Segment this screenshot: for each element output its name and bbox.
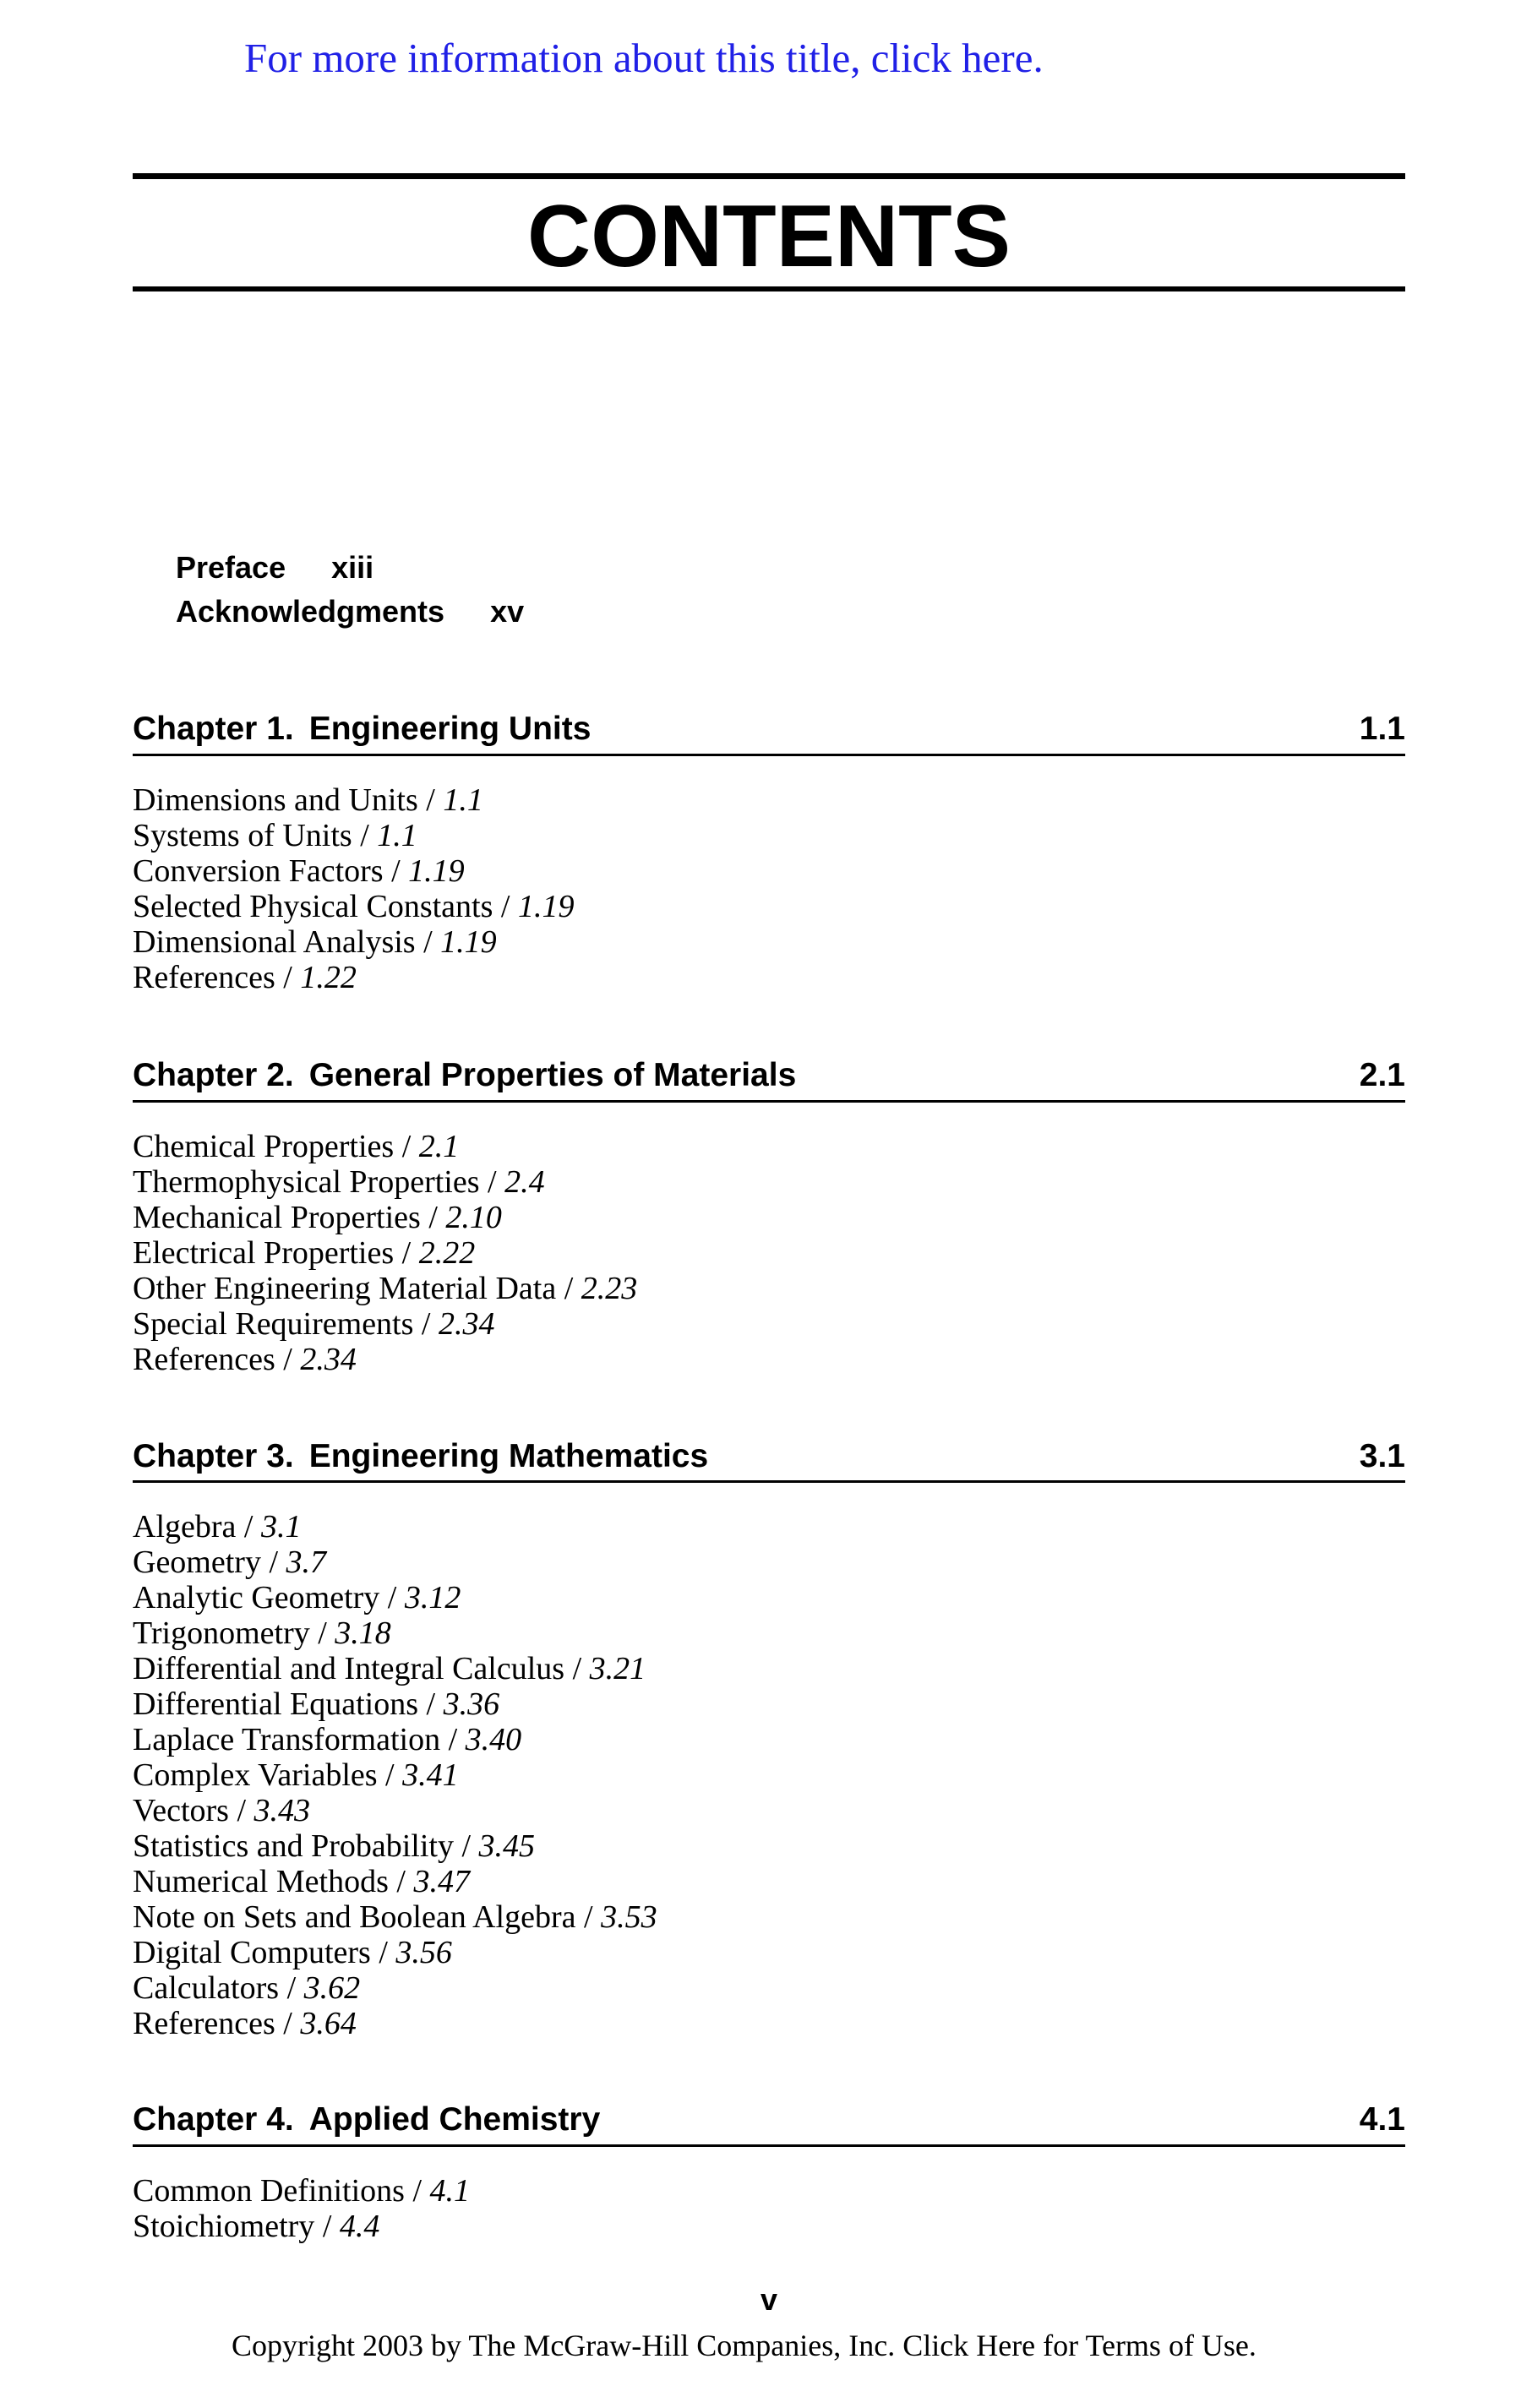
copyright-footer — [232, 2330, 1257, 2361]
entry-page: 1.19 — [408, 853, 465, 889]
entry-title: References — [133, 1342, 275, 1377]
toc-entry[interactable]: Algebra / 3.1 — [133, 1509, 302, 1544]
chapter-2-rule — [133, 1100, 1405, 1103]
chapter-title: Engineering Mathematics — [308, 1438, 709, 1474]
toc-entry[interactable]: Dimensional Analysis / 1.19 — [133, 924, 497, 960]
toc-entry[interactable]: Differential and Integral Calculus / 3.21 — [133, 1651, 646, 1686]
toc-entry[interactable]: Chemical Properties / 2.1 — [133, 1129, 460, 1164]
entry-page: 2.34 — [300, 1342, 357, 1377]
entry-title: Conversion Factors — [133, 853, 384, 889]
toc-entry[interactable]: Calculators / 3.62 — [133, 1970, 361, 2006]
copyright-text: Copyright 2003 by The McGraw-Hill Companies, Inc. — [232, 2329, 896, 2362]
entry-title: Common Definitions — [133, 2173, 405, 2209]
entry-page: 3.21 — [589, 1651, 646, 1686]
toc-entry[interactable]: Complex Variables / 3.41 — [133, 1757, 459, 1793]
chapter-1-heading[interactable] — [133, 712, 1405, 745]
entry-page: 3.18 — [335, 1615, 391, 1651]
entry-page: 3.36 — [443, 1686, 500, 1722]
toc-entry[interactable]: Dimensions and Units / 1.1 — [133, 782, 483, 818]
chapter-2-heading[interactable] — [133, 1059, 1405, 1092]
chapter-number: Chapter 1. — [133, 711, 294, 747]
toc-entry[interactable]: References / 2.34 — [133, 1342, 357, 1377]
toc-entry[interactable]: Mechanical Properties / 2.10 — [133, 1200, 502, 1235]
front-matter-page: xiii — [331, 550, 374, 585]
chapter-3-heading[interactable] — [133, 1440, 1405, 1473]
entry-title: Mechanical Properties — [133, 1200, 421, 1235]
front-matter-page: xv — [490, 594, 525, 629]
chapter-page: 4.1 — [1359, 2101, 1405, 2138]
chapter-2-sections — [133, 1129, 637, 1377]
toc-entry[interactable]: Trigonometry / 3.18 — [133, 1615, 391, 1651]
entry-title: Algebra — [133, 1509, 237, 1544]
entry-title: Other Engineering Material Data — [133, 1271, 557, 1306]
entry-page: 1.19 — [440, 924, 497, 960]
entry-title: Selected Physical Constants — [133, 889, 493, 924]
toc-entry[interactable]: Geometry / 3.7 — [133, 1544, 327, 1580]
toc-entry[interactable]: Electrical Properties / 2.22 — [133, 1235, 476, 1271]
entry-title: Note on Sets and Boolean Algebra — [133, 1899, 576, 1935]
chapter-page: 3.1 — [1359, 1438, 1405, 1474]
entry-title: Statistics and Probability — [133, 1828, 454, 1864]
page-folio: v — [760, 2282, 778, 2317]
page-title: CONTENTS — [527, 188, 1011, 286]
front-matter-label: Acknowledgments — [176, 594, 445, 629]
title-top-rule — [133, 173, 1405, 179]
entry-title: Analytic Geometry — [133, 1580, 380, 1615]
toc-entry[interactable]: Note on Sets and Boolean Algebra / 3.53 — [133, 1899, 657, 1935]
toc-entry[interactable]: Thermophysical Properties / 2.4 — [133, 1164, 545, 1200]
entry-page: 2.10 — [445, 1200, 502, 1235]
entry-title: References — [133, 960, 275, 995]
chapter-3-sections — [133, 1509, 657, 2041]
entry-title: Geometry — [133, 1544, 261, 1580]
toc-entry[interactable]: Special Requirements / 2.34 — [133, 1306, 495, 1342]
toc-entry[interactable]: Systems of Units / 1.1 — [133, 818, 417, 853]
chapter-1-rule — [133, 754, 1405, 756]
toc-entry[interactable]: Differential Equations / 3.36 — [133, 1686, 500, 1722]
toc-entry[interactable]: Digital Computers / 3.56 — [133, 1935, 452, 1970]
entry-title: Differential Equations — [133, 1686, 419, 1722]
entry-page: 1.1 — [443, 782, 483, 818]
toc-entry[interactable]: Laplace Transformation / 3.40 — [133, 1722, 522, 1757]
chapter-number: Chapter 3. — [133, 1438, 294, 1474]
front-matter-preface[interactable] — [176, 550, 374, 585]
more-info-link[interactable]: For more information about this title, click here. — [244, 35, 1044, 81]
entry-page: 2.22 — [418, 1235, 476, 1271]
entry-title: Numerical Methods — [133, 1864, 389, 1899]
toc-entry[interactable]: Conversion Factors / 1.19 — [133, 853, 465, 889]
chapter-title: Engineering Units — [308, 711, 592, 747]
entry-page: 3.1 — [260, 1509, 302, 1544]
toc-entry[interactable]: Other Engineering Material Data / 2.23 — [133, 1271, 638, 1306]
chapter-number: Chapter 4. — [133, 2101, 294, 2138]
entry-page: 4.1 — [429, 2173, 471, 2209]
entry-title: Trigonometry — [133, 1615, 310, 1651]
entry-title: Chemical Properties — [133, 1129, 395, 1164]
entry-page: 3.47 — [413, 1864, 470, 1899]
chapter-4-rule — [133, 2144, 1405, 2147]
chapter-page: 1.1 — [1359, 711, 1405, 747]
entry-page: 2.23 — [581, 1271, 638, 1306]
entry-title: Complex Variables — [133, 1757, 378, 1793]
toc-entry[interactable]: References / 1.22 — [133, 960, 357, 995]
entry-title: References — [133, 2006, 275, 2041]
entry-page: 3.62 — [303, 1970, 361, 2006]
toc-entry[interactable]: Analytic Geometry / 3.12 — [133, 1580, 461, 1615]
entry-page: 3.56 — [395, 1935, 452, 1970]
entry-page: 3.41 — [402, 1757, 459, 1793]
entry-page: 3.7 — [286, 1544, 327, 1580]
chapter-number: Chapter 2. — [133, 1057, 294, 1093]
entry-page: 3.53 — [601, 1899, 657, 1935]
toc-entry[interactable]: Statistics and Probability / 3.45 — [133, 1828, 536, 1864]
toc-entry[interactable]: Numerical Methods / 3.47 — [133, 1864, 470, 1899]
entry-page: 1.22 — [300, 960, 357, 995]
chapter-title: Applied Chemistry — [308, 2101, 601, 2138]
entry-page: 4.4 — [339, 2209, 380, 2244]
entry-title: Dimensions and Units — [133, 782, 418, 818]
title-bottom-rule — [133, 286, 1405, 291]
entry-page: 3.45 — [478, 1828, 536, 1864]
toc-entry[interactable]: Common Definitions / 4.1 — [133, 2173, 471, 2209]
entry-page: 3.12 — [404, 1580, 461, 1615]
chapter-title: General Properties of Materials — [308, 1057, 797, 1093]
entry-page: 1.1 — [377, 818, 417, 853]
chapter-1-sections — [133, 782, 574, 995]
entry-page: 3.64 — [300, 2006, 357, 2041]
terms-of-use-link[interactable]: Click Here for Terms of Use. — [902, 2329, 1257, 2362]
entry-title: Special Requirements — [133, 1306, 414, 1342]
toc-entry[interactable]: Vectors / 3.43 — [133, 1793, 311, 1828]
entry-page: 3.43 — [254, 1793, 311, 1828]
entry-page: 2.34 — [438, 1306, 495, 1342]
front-matter-label: Preface — [176, 550, 286, 585]
entry-page: 2.4 — [504, 1164, 545, 1200]
chapter-4-heading[interactable] — [133, 2103, 1405, 2136]
front-matter-acknowledgments[interactable] — [176, 594, 525, 629]
toc-entry[interactable]: References / 3.64 — [133, 2006, 357, 2041]
entry-title: Laplace Transformation — [133, 1722, 441, 1757]
entry-title: Vectors — [133, 1793, 229, 1828]
entry-title: Stoichiometry — [133, 2209, 315, 2244]
entry-title: Thermophysical Properties — [133, 1164, 480, 1200]
chapter-3-rule — [133, 1480, 1405, 1483]
entry-page: 3.40 — [465, 1722, 522, 1757]
entry-page: 1.19 — [517, 889, 575, 924]
entry-title: Dimensional Analysis — [133, 924, 416, 960]
entry-title: Digital Computers — [133, 1935, 371, 1970]
entry-title: Electrical Properties — [133, 1235, 395, 1271]
chapter-4-sections — [133, 2173, 470, 2244]
toc-entry[interactable]: Stoichiometry / 4.4 — [133, 2209, 380, 2244]
toc-entry[interactable]: Selected Physical Constants / 1.19 — [133, 889, 575, 924]
entry-title: Differential and Integral Calculus — [133, 1651, 565, 1686]
entry-page: 2.1 — [418, 1129, 460, 1164]
entry-title: Calculators — [133, 1970, 280, 2006]
entry-title: Systems of Units — [133, 818, 352, 853]
chapter-page: 2.1 — [1359, 1057, 1405, 1093]
